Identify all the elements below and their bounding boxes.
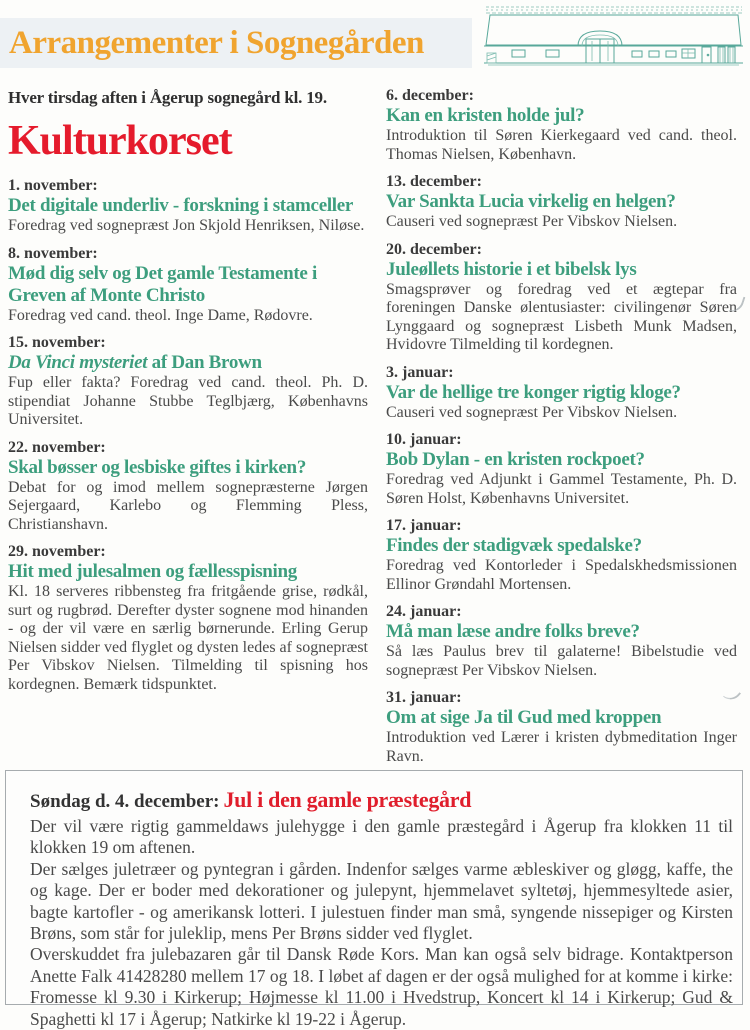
right-column: [386, 86, 737, 774]
event-date: 10. januar:: [386, 431, 462, 448]
building-drawing-icon: [482, 3, 746, 69]
event-item: [386, 602, 737, 680]
event-title: Findes der stadigvæk spedalske?: [386, 535, 642, 556]
event-item: [386, 430, 737, 508]
event-date: 8. november:: [8, 244, 98, 262]
event-item: [8, 542, 368, 694]
event-title: Det digitale underliv - forskning i stamceller: [8, 195, 354, 216]
event-description: Introduktion til Søren Kierkegaard ved cand. theol. Thomas Nielsen, København.: [386, 127, 737, 163]
event-date: 3. januar:: [386, 363, 454, 381]
event-date: 13. december:: [386, 173, 482, 190]
christmas-bazaar-box: [5, 770, 743, 1029]
weekly-schedule-note: Hver tirsdag aften i Ågerup sognegård kl. 19.: [8, 88, 327, 107]
event-description: Kl. 18 serveres ribbensteg fra fritgående grise, rødkål, surt og rugbrød. Derefter dyster sognene mod hinanden - og der vil være en særlig børnerunde. Erling Gerup Nielsen sidder ved flyglet og dysten ledes af sognepræst Per Vibskov Nielsen. Tilmelding til spisning hos kordegnen. Bemærk tidspunktet.: [8, 583, 368, 693]
event-title: Hit med julesalmen og fællesspisning: [8, 561, 297, 582]
event-title: Juleøllets historie i et bibelsk lys: [386, 258, 637, 280]
event-title-rest: af Dan Brown: [147, 352, 262, 373]
event-description: Causeri ved sognepræst Per Vibskov Nielsen.: [386, 213, 678, 230]
event-item: [8, 333, 368, 430]
event-date: 15. november:: [8, 334, 106, 351]
event-date: 29. november:: [8, 543, 106, 560]
event-title: Om at sige Ja til Gud med kroppen: [386, 707, 662, 728]
event-description: Introduktion ved Lærer i kristen dybmeditation Inger Ravn.: [386, 729, 737, 765]
event-date: 20. december:: [386, 240, 482, 258]
parish-house-illustration: [482, 3, 746, 69]
event-item: [386, 688, 737, 766]
event-title: Kan en kristen holde jul?: [386, 105, 585, 126]
event-title: Var Sankta Lucia virkelig en helgen?: [386, 191, 676, 212]
event-description: Fup eller fakta? Foredrag ved cand. theol. Ph. D. stipendiat Johanne Stubbe Teglbjærg, Københavns Universitet.: [8, 374, 368, 428]
event-title: Må man læse andre folks breve?: [386, 621, 640, 642]
event-description: Debat for og imod mellem sognepræsterne Jørgen Sejergaard, Karlebo og Flemming Pless, Christianshavn.: [8, 478, 368, 533]
event-item: [386, 240, 737, 355]
christmas-box-date: Søndag d. 4. december:: [30, 791, 220, 812]
christmas-box-paragraph: Overskuddet fra julebazaren går til Dansk Røde Kors. Man kan også selv bidrage. Kontaktperson Anette Falk 41428280 mellem 17 og 18. I løbet af dagen er der også mulighed for at komme i kirke: Fromesse kl 9.30 i Kirkerup; Højmesse kl 11.00 i Hvedstrup, Koncert kl 14 i Kirkerup; Gud & Spaghetti kl 17 i Ågerup; Natkirke kl 19-22 i Ågerup.: [30, 944, 733, 1029]
event-title: Mød dig selv og Det gamle Testamente i Greven af Monte Christo: [8, 262, 317, 306]
event-item: [386, 516, 737, 594]
event-date: 6. december:: [386, 87, 474, 104]
event-date: 24. januar:: [386, 603, 462, 620]
event-item: [8, 176, 368, 236]
christmas-box-title: Jul i den gamle præstegård: [223, 787, 472, 812]
header-band: [0, 18, 472, 68]
event-date: 17. januar:: [386, 517, 462, 534]
event-item: [386, 172, 737, 232]
event-description: Foredrag ved sognepræst Jon Skjold Henriksen, Niløse.: [8, 217, 365, 234]
event-title: Var de hellige tre konger rigtig kloge?: [386, 381, 681, 403]
event-title: Skal bøsser og lesbiske giftes i kirken?: [8, 456, 307, 478]
event-item: [8, 438, 368, 535]
event-item: [8, 244, 368, 326]
event-date: 31. januar:: [386, 689, 462, 706]
event-description: Foredrag ved Adjunkt i Gammel Testamente, Ph. D. Søren Holst, Københavns Universitet.: [386, 471, 737, 507]
event-description: Causeri ved sognepræst Per Vibskov Nielsen.: [386, 403, 678, 421]
event-item: [386, 86, 737, 164]
event-date: 1. november:: [8, 177, 98, 194]
page-title: Arrangementer i Sognegården: [9, 24, 424, 61]
series-title: Kulturkorset: [8, 118, 232, 164]
event-description: Smagsprøver og foredrag ved et ægtepar fra foreningen Danske ølentusiaster: civilingenør Søren Lynggaard og sognepræst Lisbeth Munk Madsen, Hvidovre Tilmelding til kordegnen.: [386, 280, 737, 353]
event-title: Bob Dylan - en kristen rockpoet?: [386, 449, 645, 470]
christmas-box-paragraph: Der vil være rigtig gammeldaws julehygge i den gamle præstegård i Ågerup fra klokken 11 til klokken 19 om aftenen.: [30, 816, 733, 858]
event-date: 22. november:: [8, 438, 106, 456]
event-item: [386, 363, 737, 423]
event-description: Foredrag ved Kontorleder i Spedalskhedsmissionen Ellinor Grøndahl Mortensen.: [386, 557, 737, 593]
event-title-italic-part: Da Vinci mysteriet: [8, 352, 148, 373]
christmas-box-heading: [30, 787, 733, 813]
event-description: Foredrag ved cand. theol. Inge Dame, Rødovre.: [8, 306, 313, 324]
event-title: [8, 352, 368, 374]
left-column: [8, 88, 368, 702]
christmas-box-paragraph: Der sælges juletræer og pyntegran i gården. Indenfor sælges varme æbleskiver og gløgg, kaffe, the og kage. Der er boder med dekorationer og julepynt, hjemmelavet syltetøj, hjemmesyltede asier, bagte kartofler - og amerikansk lotteri. I julestuen finder man små, syngende nissepiger og Kirsten Brøns, som står for juleklip, mens Per Brøns sidder ved flyglet.: [30, 858, 733, 944]
event-description: Så læs Paulus brev til galaterne! Bibelstudie ved sognepræst Per Vibskov Nielsen.: [386, 643, 737, 679]
